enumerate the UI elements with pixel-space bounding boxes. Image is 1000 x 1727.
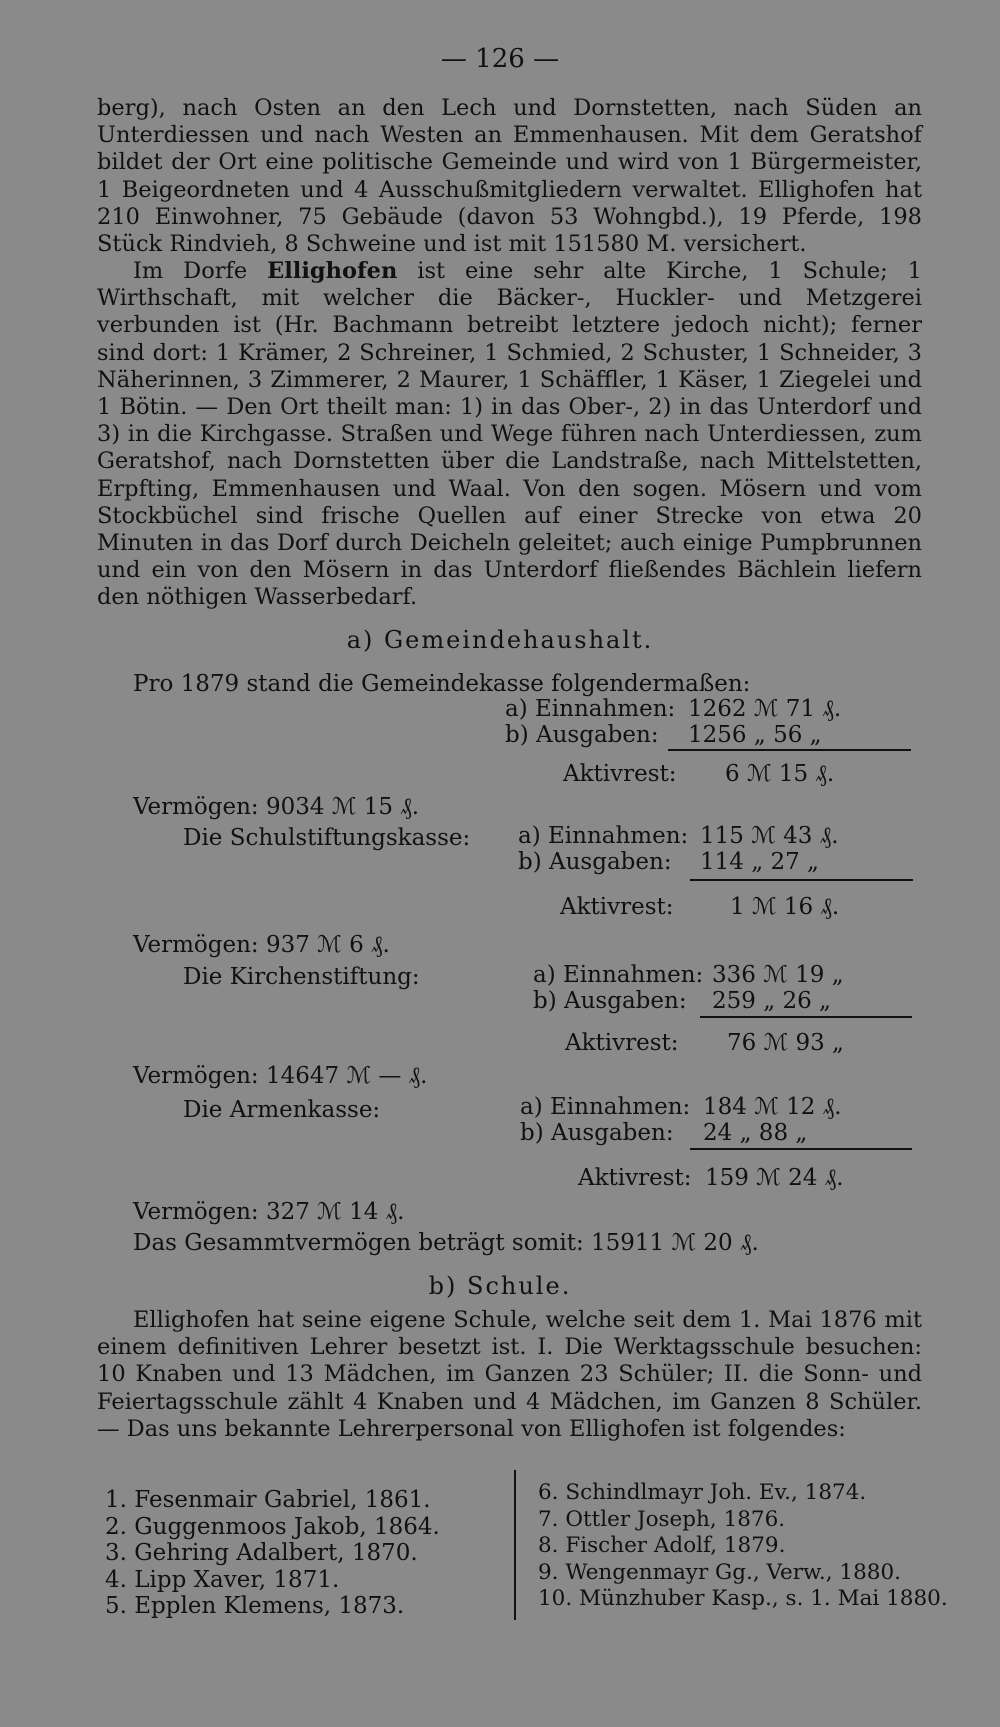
- gemeinde-expense-value: 1256 „ 56 „: [688, 722, 822, 748]
- schule-income-label: a) Einnahmen:: [518, 823, 689, 849]
- kirche-sum-rule: [700, 1016, 912, 1018]
- village-lead: Im Dorfe: [133, 258, 268, 284]
- gemeinde-assets: Vermögen: 9034 ℳ 15 ₰.: [133, 794, 420, 820]
- schule-rest-label: Aktivrest:: [560, 894, 674, 920]
- list-item: 6. Schindlmayr Joh. Ev., 1874.: [538, 1480, 867, 1505]
- armen-rest-value: 159 ℳ 24 ₰.: [705, 1165, 844, 1191]
- finance-intro: Pro 1879 stand die Gemeindekasse folgendermaßen:: [133, 671, 751, 697]
- schule-sum-rule: [690, 879, 913, 881]
- list-item: 4. Lipp Xaver, 1871.: [105, 1566, 340, 1593]
- armen-sum-rule: [690, 1148, 912, 1150]
- list-item: 3. Gehring Adalbert, 1870.: [105, 1540, 418, 1566]
- kirche-title: Die Kirchenstiftung:: [183, 964, 420, 990]
- armen-income-label: a) Einnahmen:: [520, 1094, 691, 1120]
- schule-assets: Vermögen: 937 ℳ 6 ₰.: [133, 932, 390, 958]
- gemeinde-rest-value: 6 ℳ 15 ₰.: [725, 761, 835, 787]
- village-text: [97, 258, 922, 612]
- armen-assets: Vermögen: 327 ℳ 14 ₰.: [133, 1199, 405, 1225]
- armen-income-value: 184 ℳ 12 ₰.: [703, 1094, 842, 1120]
- schule-income-value: 115 ℳ 43 ₰.: [700, 823, 839, 849]
- list-item: 7. Ottler Joseph, 1876.: [538, 1506, 786, 1532]
- schule-expense-value: 114 „ 27 „: [700, 849, 819, 875]
- armen-title: Die Armenkasse:: [183, 1097, 381, 1123]
- heading-schule: b) Schule.: [428, 1272, 572, 1300]
- kirche-expense-label: b) Ausgaben:: [533, 988, 687, 1014]
- teacher-list-right: [538, 1480, 948, 1613]
- gemeinde-income-value: 1262 ℳ 71 ₰.: [688, 696, 842, 722]
- school-paragraph: [97, 1307, 922, 1443]
- kirche-rest-label: Aktivrest:: [565, 1030, 679, 1056]
- armen-expense-value: 24 „ 88 „: [703, 1120, 808, 1146]
- page-number: — 126 —: [440, 44, 560, 74]
- armen-rest-label: Aktivrest:: [578, 1165, 692, 1191]
- heading-gemeindehaushalt: a) Gemeindehaushalt.: [346, 626, 654, 654]
- kirche-rest-value: 76 ℳ 93 „: [727, 1030, 844, 1056]
- gemeinde-expense-label: b) Ausgaben:: [505, 722, 659, 748]
- village-body: ist eine sehr alte Kirche, 1 Schule; 1 Wirthschaft, mit welcher die Bäcker-, Huckler- und Metzgerei verbunden ist (Hr. Bachmann betreibt letztere jedoch nicht); ferner sind dort: 1 Krämer, 2 Schreiner, 1 Schmied, 2 Schuster, 1 Schneider, 3 Näherinnen, 3 Zimmerer, 2 Maurer, 1 Schäffler, 1 Käser, 1 Ziegelei und 1 Bötin. — Den Ort theilt man: 1) in das Ober-, 2) in das Unterdorf und 3) in die Kirchgasse. Straßen und Wege führen nach Unterdiessen, zum Geratshof, nach Dornstetten über die Landstraße, nach Mittelstetten, Erpfting, Emmenhausen und Waal. Von den sogen. Mösern und vom Stockbüchel sind frische Quellen auf einer Strecke von etwa 20 Minuten in das Dorf durch Deicheln geleitet; auch einige Pumpbrunnen und ein von den Mösern in das Unterdorf fließendes Bächlein liefern den nöthigen Wasserbedarf.: [97, 258, 923, 611]
- teacher-list-left: [105, 1487, 440, 1620]
- kirche-expense-value: 259 „ 26 „: [712, 988, 831, 1014]
- gemeinde-rest-label: Aktivrest:: [563, 761, 677, 787]
- total-assets: Das Gesammtvermögen beträgt somit: 15911 ℳ 20 ₰.: [133, 1230, 759, 1256]
- kirche-income-value: 336 ℳ 19 „: [712, 962, 844, 988]
- list-item: 8. Fischer Adolf, 1879.: [538, 1533, 786, 1558]
- schule-expense-label: b) Ausgaben:: [518, 849, 672, 875]
- list-item: 5. Epplen Klemens, 1873.: [105, 1593, 405, 1619]
- village-paragraph: [97, 258, 922, 612]
- kirche-income-label: a) Einnahmen:: [533, 962, 704, 988]
- schule-kasse-title: Die Schulstiftungskasse:: [183, 825, 471, 851]
- list-item: 10. Münzhuber Kasp., s. 1. Mai 1880.: [538, 1586, 948, 1611]
- school-text: Ellighofen hat seine eigene Schule, welche seit dem 1. Mai 1876 mit einem definitiven Lehrer besetzt ist. I. Die Werktagsschule besuchen: 10 Knaben und 13 Mädchen, im Ganzen 23 Schüler; II. die Sonn- und Feiertagsschule zählt 4 Knaben und 4 Mädchen, im Ganzen 8 Schüler. — Das uns bekannte Lehrerpersonal von Ellighofen ist folgendes:: [97, 1307, 922, 1442]
- gemeinde-income-label: a) Einnahmen:: [505, 696, 676, 722]
- village-name: Ellighofen: [267, 258, 398, 284]
- gemeinde-sum-rule: [668, 749, 911, 751]
- kirche-assets: Vermögen: 14647 ℳ — ₰.: [133, 1063, 428, 1089]
- schule-rest-value: 1 ℳ 16 ₰.: [730, 894, 840, 920]
- list-column-divider: [514, 1470, 516, 1620]
- intro-paragraph: [97, 95, 922, 258]
- list-item: 2. Guggenmoos Jakob, 1864.: [105, 1513, 440, 1540]
- intro-text: berg), nach Osten an den Lech und Dornstetten, nach Süden an Unterdiessen und nach Westen an Emmenhausen. Mit dem Geratshof bildet der Ort eine politische Gemeinde und wird von 1 Bürgermeister, 1 Beigeordneten und 4 Ausschußmitgliedern verwaltet. Ellighofen hat 210 Einwohner, 75 Gebäude (davon 53 Wohngbd.), 19 Pferde, 198 Stück Rindvieh, 8 Schweine und ist mit 151580 M. versichert.: [97, 95, 922, 258]
- armen-expense-label: b) Ausgaben:: [520, 1120, 674, 1146]
- list-item: 1. Fesenmair Gabriel, 1861.: [105, 1487, 431, 1513]
- list-item: 9. Wengenmayr Gg., Verw., 1880.: [538, 1559, 901, 1585]
